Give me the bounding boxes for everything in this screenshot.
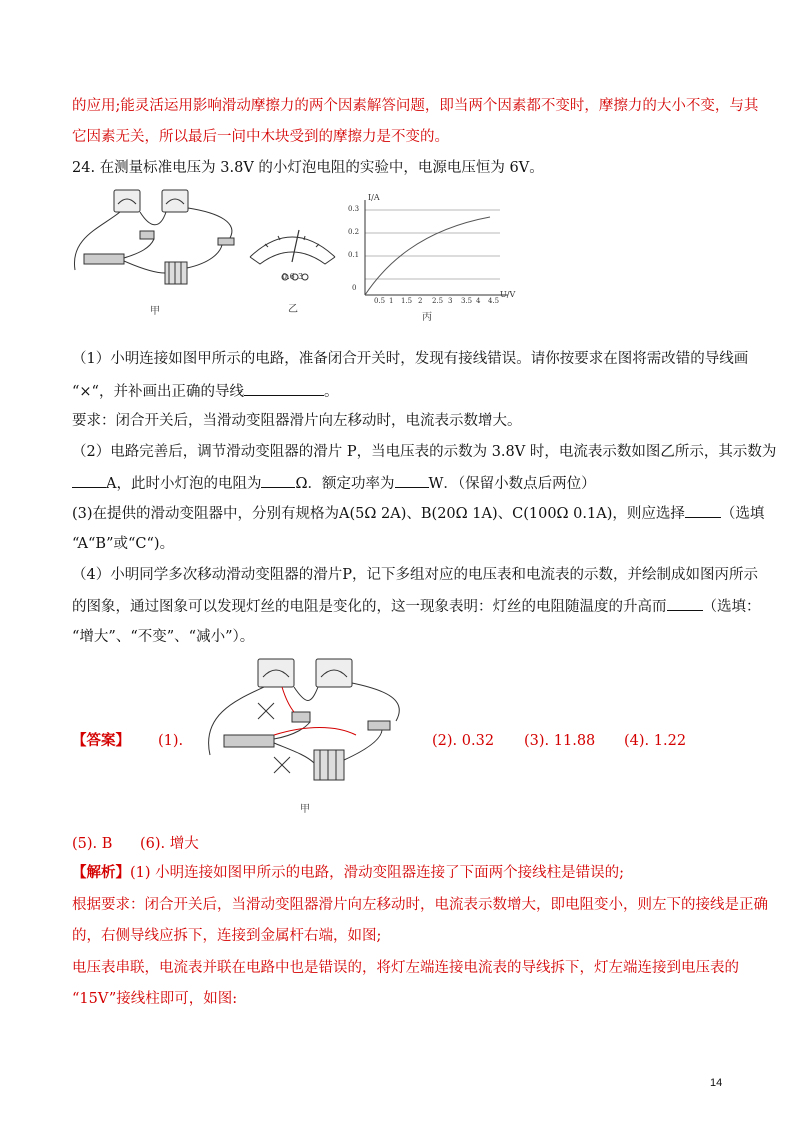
caption-jia: 甲 xyxy=(150,306,160,317)
battery-icon xyxy=(165,262,187,284)
graph-x-tick: 2 xyxy=(418,297,423,305)
intro-text-line-1: 的应用;能灵活运用影响滑动摩擦力的两个因素解答问题，即当两个因素都不变时，摩擦力的大小不变，与其 xyxy=(72,98,759,114)
graph-y-tick: 0.3 xyxy=(348,205,360,213)
part-1-end: 。 xyxy=(323,384,339,400)
part-3-text: (3)在提供的滑动变阻器中，分别有规格为A(5Ω 2A)、B(20Ω 1A)、C(100Ω 0.1A)，则应选择 xyxy=(72,506,685,522)
graph-y-tick: 0 xyxy=(352,284,357,292)
answer-blank[interactable] xyxy=(261,473,295,488)
answer-3: (3). 11.88 xyxy=(524,733,596,749)
answer-1: (1). xyxy=(158,733,184,749)
part-3-line-2: “A“B”或“C“)。 xyxy=(72,536,175,552)
part-4-text: 的图象，通过图象可以发现灯丝的电阻是变化的，这一现象表明：灯丝的电阻随温度的升高而 xyxy=(72,599,667,615)
graph-x-tick: 4 xyxy=(476,297,481,305)
graph-x-tick: 1 xyxy=(389,297,394,305)
caption-bing: 丙 xyxy=(422,312,432,323)
graph-y-tick: 0.2 xyxy=(348,228,360,236)
answer-6: (6). 增大 xyxy=(140,836,199,852)
part-4-line-1: （4）小明同学多次移动滑动变阻器的滑片P，记下多组对应的电压表和电流表的示数，并绘制成如图丙所示 xyxy=(72,567,758,583)
switch-icon xyxy=(368,721,390,730)
lamp-icon xyxy=(292,712,310,722)
analysis-label: 【解析】 xyxy=(72,864,130,881)
graph-x-tick: 1.5 xyxy=(401,297,413,305)
part-1-line-1: （1）小明连接如图甲所示的电路，准备闭合开关时，发现有接线错误。请你按要求在图将需改错的导线画 xyxy=(72,351,749,367)
answer-blank[interactable] xyxy=(667,596,703,611)
part-4-end: （选填： xyxy=(702,599,761,615)
iu-graph-figure xyxy=(340,195,520,307)
rheostat-icon xyxy=(84,254,124,264)
graph-y-unit: I/A xyxy=(368,193,380,202)
part-3-line-1 xyxy=(72,503,764,524)
lamp-icon xyxy=(140,231,154,239)
part-1-requirement: 要求：闭合开关后，当滑动变阻器滑片向左移动时，电流表示数增大。 xyxy=(72,413,522,429)
analysis-line-2: 根据要求：闭合开关后，当滑动变阻器滑片向左移动时，电流表示数增大，即电阻变小，则左下的接线是正确 xyxy=(72,897,768,913)
intro-text-line-2: 它因素无关，所以最后一问中木块受到的摩擦力是不变的。 xyxy=(72,129,449,145)
part-1-text: “×“，并补画出正确的导线 xyxy=(72,384,244,400)
page-number: 14 xyxy=(710,1077,723,1089)
part-4-line-3: “增大”、“不变”、“减小”）。 xyxy=(72,629,255,645)
ammeter-icon xyxy=(316,659,352,687)
answer-blank[interactable] xyxy=(244,381,324,396)
switch-icon xyxy=(218,238,234,245)
answer-circuit-figure xyxy=(196,655,416,790)
analysis-line-1 xyxy=(72,863,624,883)
rheostat-icon xyxy=(224,735,274,747)
graph-x-tick: 2.5 xyxy=(432,297,444,305)
part-2-line-2 xyxy=(72,473,596,494)
part-2-text-b: Ω．额定功率为 xyxy=(295,476,395,492)
analysis-text-1: (1) 小明连接如图甲所示的电路，滑动变阻器连接了下面两个接线柱是错误的; xyxy=(130,865,625,881)
answer-2: (2). 0.32 xyxy=(432,733,495,749)
answer-label: 【答案】 xyxy=(72,732,130,749)
ammeter-terminal-label-0.6: 0.6 xyxy=(282,272,295,281)
graph-x-unit: U/V xyxy=(500,290,516,299)
analysis-line-4: 电压表串联，电流表并联在电路中也是错误的，将灯左端连接电流表的导线拆下，灯左端连接到电压表的 xyxy=(72,960,739,976)
part-2-text-a: A，此时小灯泡的电阻为 xyxy=(106,476,262,492)
voltmeter-icon xyxy=(114,190,140,212)
circuit-figure-jia xyxy=(70,188,240,293)
analysis-line-5: “15V”接线柱即可，如图: xyxy=(72,991,238,1007)
answer-blank[interactable] xyxy=(395,473,429,488)
answer-4: (4). 1.22 xyxy=(624,733,687,749)
part-3-end: （选填 xyxy=(720,506,765,522)
answer-blank[interactable] xyxy=(685,503,721,518)
answer-blank[interactable] xyxy=(72,473,106,488)
analysis-line-3: 的，右侧导线应拆下，连接到金属杆右端，如图; xyxy=(72,928,382,944)
part-1-line-2 xyxy=(72,381,338,402)
answer-caption-jia: 甲 xyxy=(300,804,310,815)
voltmeter-icon xyxy=(258,659,294,687)
answer-5: (5). B xyxy=(72,836,113,852)
graph-y-tick: 0.1 xyxy=(348,251,360,259)
part-2-text-c: W．（保留小数点后两位） xyxy=(428,476,596,492)
ammeter-terminal-label-3: 3 xyxy=(298,272,304,281)
graph-x-tick: 3.5 xyxy=(461,297,473,305)
part-4-line-2 xyxy=(72,596,761,617)
graph-x-tick: 3 xyxy=(448,297,453,305)
graph-x-tick: 0.5 xyxy=(374,297,386,305)
caption-yi: 乙 xyxy=(288,304,298,315)
battery-icon xyxy=(314,750,344,780)
graph-x-tick: 4.5 xyxy=(488,297,500,305)
question-stem: 24. 在测量标准电压为 3.8V 的小灯泡电阻的实验中，电源电压恒为 6V。 xyxy=(72,160,544,176)
ammeter-icon xyxy=(162,190,188,212)
part-2-line-1: （2）电路完善后，调节滑动变阻器的滑片 P，当电压表的示数为 3.8V 时，电流表示数如图乙所示，其示数为 xyxy=(72,444,777,460)
